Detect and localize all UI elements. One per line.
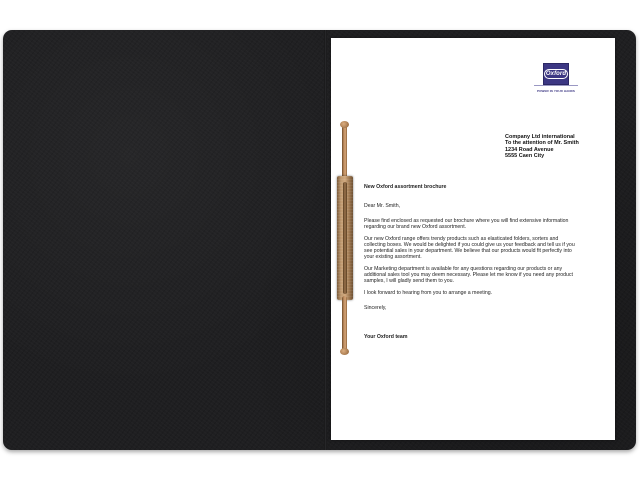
letter-body (364, 184, 580, 346)
recipient-address (505, 134, 579, 159)
letter-signoff: Your Oxford team (364, 334, 408, 340)
address-line: 1234 Road Avenue (505, 146, 554, 153)
address-line: To the attention of Mr. Smith (505, 140, 579, 147)
logo-tagline: POWER IN YOUR HANDS (536, 89, 575, 93)
letter-paragraph: Please find enclosed as requested our brochure where you will find extensive information regarding our brand new Oxford assortment. (364, 218, 569, 230)
fastener-slot (343, 182, 347, 294)
letter-paragraph: Our new Oxford range offers trendy products such as elasticated folders, sorters and collecting boxes. We would be delighted if you could give us your feedback and tell us if you see potential sales in your department. We believe that our products would fit perfectly into your existing assortment. (364, 236, 575, 260)
letter-paragraph: I look forward to hearing from you to arrange a meeting. (364, 290, 493, 296)
fastener-tip-bottom (340, 348, 349, 355)
letter-closing: Sincerely, (364, 305, 387, 311)
logo-wordmark: Oxford (545, 71, 567, 77)
letter-subject: New Oxford assortment brochure (364, 184, 447, 190)
oxford-logo (543, 63, 569, 85)
logo-divider (534, 85, 578, 86)
address-line: 5555 Caen City (505, 152, 545, 159)
metal-fastener (337, 124, 353, 352)
folder-spine (324, 30, 327, 450)
letter-salutation: Dear Mr. Smith, (364, 203, 401, 209)
fastener-tip-top (340, 121, 349, 128)
letter-paragraph: Our Marketing department is available for any questions regarding our products or any additional sales tool you may deem necessary. Please let me know if you need any product samples, I will gladly send them to you. (364, 266, 573, 284)
fastener-prong-top (342, 124, 347, 180)
fastener-prong-bottom (342, 296, 347, 352)
address-line: Company Ltd international (505, 134, 575, 140)
letter-sheet (331, 38, 615, 440)
